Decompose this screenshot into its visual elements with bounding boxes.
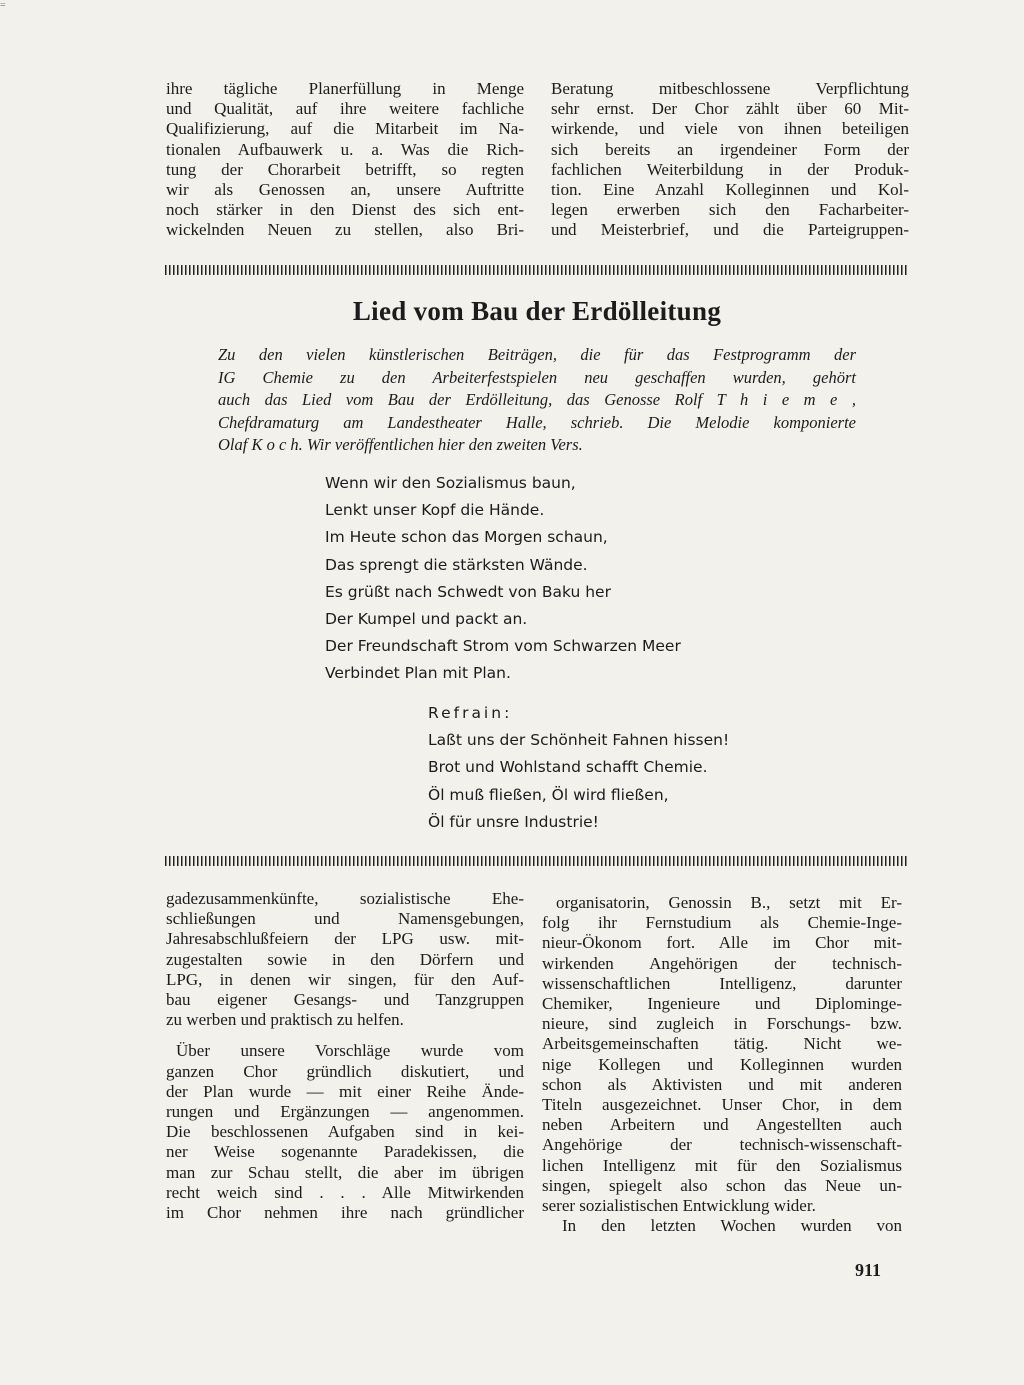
text-line: Jahresabschlußfeiern der LPG usw. mit- [166, 929, 524, 949]
verse-line: Verbindet Plan mit Plan. [325, 664, 511, 683]
text-line: sich bereits an irgendeiner Form der [551, 139, 909, 159]
song-verse [325, 470, 681, 688]
intro-paragraph [218, 344, 856, 457]
song-refrain [428, 700, 729, 836]
top-right-column [551, 79, 909, 241]
text-line: zu werben und praktisch zu helfen. [166, 1010, 404, 1030]
refrain-line: Öl muß fließen, Öl wird fließen, [428, 785, 669, 804]
divider-bottom [165, 856, 907, 866]
article-title: Lied vom Bau der Erdölleitung [352, 296, 722, 326]
text-line: man zur Schau stellt, die aber im übrigen [166, 1162, 524, 1182]
page-number: 911 [855, 1260, 882, 1280]
text-line: ganzen Chor gründlich diskutiert, und [166, 1061, 524, 1081]
text-line: zugestalten sowie in den Dörfern und [166, 949, 524, 969]
text-line: wissenschaftlichen Intelligenz, darunter [542, 973, 902, 993]
text-line: rungen und Ergänzungen — angenommen. [166, 1102, 524, 1122]
text-line: recht weich sind . . . Alle Mitwirkenden [166, 1182, 524, 1202]
bottom-right-column [542, 893, 902, 1236]
text-line: Titeln ausgezeichnet. Unser Chor, in dem [542, 1095, 902, 1115]
divider-top [165, 265, 907, 275]
text-line: fachlichen Weiterbildung in der Produk- [551, 159, 909, 179]
text-line: nieur-Ökonom fort. Alle im Chor mit- [542, 933, 902, 953]
text-line: sehr ernst. Der Chor zählt über 60 Mit- [551, 99, 909, 119]
verse-line: Der Freundschaft Strom vom Schwarzen Meer [325, 637, 681, 656]
text-line: tion. Eine Anzahl Kolleginnen und Kol- [551, 180, 909, 200]
text-line: gadezusammenkünfte, sozialistische Ehe- [166, 889, 524, 908]
verse-line: Lenkt unser Kopf die Hände. [325, 501, 545, 520]
bottom-left-column [166, 889, 524, 1223]
refrain-label: Refrain: [428, 704, 513, 722]
text-line: Chemiker, Ingenieure und Diplominge- [542, 994, 902, 1014]
text-line: Qualifizierung, auf die Mitarbeit im Na- [166, 119, 524, 139]
verse-line: Wenn wir den Sozialismus baun, [325, 474, 576, 492]
text-line: schließungen und Namensgebungen, [166, 909, 524, 929]
text-line: Arbeitsgemeinschaften tätig. Nicht we- [542, 1034, 902, 1054]
intro-line: Zu den vielen künstlerischen Beiträgen, die für das Festprogramm der [218, 345, 856, 364]
refrain-line: Brot und Wohlstand schafft Chemie. [428, 758, 708, 777]
intro-line: IG Chemie zu den Arbeiterfestspielen neu geschaffen wurden, gehört [218, 367, 856, 387]
text-line: im Chor nehmen ihre nach gründlicher [166, 1203, 524, 1223]
text-line: der Plan wurde — mit einer Reihe Ände- [166, 1081, 524, 1101]
text-line: serer sozialistischen Entwicklung wider. [542, 1196, 816, 1216]
text-line: ner Weise sogenannte Paradekissen, die [166, 1142, 524, 1162]
text-line: lichen Intelligenz mit für den Sozialismus [542, 1155, 902, 1175]
text-line: Beratung mitbeschlossene Verpflichtung [551, 79, 909, 98]
intro-line: Olaf K o c h. Wir veröffentlichen hier den zweiten Vers. [218, 435, 583, 454]
text-line: wickelnden Neuen zu stellen, also Bri- [166, 220, 524, 240]
text-line: organisatorin, Genossin B., setzt mit Er- [556, 893, 902, 912]
text-line: noch stärker in den Dienst des sich ent- [166, 200, 524, 220]
text-line: nige Kollegen und Kolleginnen wurden [542, 1054, 902, 1074]
text-line: tionalen Aufbauwerk u. a. Was die Rich- [166, 139, 524, 159]
verse-line: Es grüßt nach Schwedt von Baku her [325, 582, 611, 601]
top-left-column [166, 79, 524, 241]
verse-line: Der Kumpel und packt an. [325, 610, 528, 629]
text-line: und Qualität, auf ihre weitere fachliche [166, 99, 524, 119]
text-line: und Meisterbrief, und die Parteigruppen- [551, 220, 909, 240]
text-line: wirkende, und viele von ihnen beteiligen [551, 119, 909, 139]
text-line: ihre tägliche Planerfüllung in Menge [166, 79, 524, 98]
text-line: wir als Genossen an, unsere Auftritte [166, 180, 524, 200]
text-line: nieure, sind zugleich in Forschungs- bzw. [542, 1014, 902, 1034]
text-line: tung der Chorarbeit betrifft, so regten [166, 159, 524, 179]
intro-line: Chefdramaturg am Landestheater Halle, schrieb. Die Melodie komponierte [218, 412, 856, 432]
text-line: bau eigener Gesangs- und Tanzgruppen [166, 990, 524, 1010]
text-line: LPG, in denen wir singen, für den Auf- [166, 969, 524, 989]
text-line: schon als Aktivisten und mit anderen [542, 1074, 902, 1094]
text-line: wirkenden Angehörigen der technisch- [542, 953, 902, 973]
text-line: Die beschlossenen Aufgaben sind in kei- [166, 1122, 524, 1142]
text-line: neben Arbeitern und Angestellten auch [542, 1115, 902, 1135]
text-line: singen, spiegelt also schon das Neue un- [542, 1175, 902, 1195]
text-line: Angehörige der technisch-wissenschaft- [542, 1135, 902, 1155]
refrain-line: Laßt uns der Schönheit Fahnen hissen! [428, 731, 730, 750]
text-line: Über unsere Vorschläge wurde vom [176, 1041, 524, 1061]
text-line: folg ihr Fernstudium als Chemie-Inge- [542, 913, 902, 933]
verse-line: Das sprengt die stärksten Wände. [325, 555, 588, 574]
text-line: In den letzten Wochen wurden von [562, 1216, 902, 1236]
intro-line: auch das Lied vom Bau der Erdölleitung, das Genosse Rolf T h i e m e , [218, 390, 856, 409]
corner-mark: = [0, 0, 6, 11]
verse-line: Im Heute schon das Morgen schaun, [325, 528, 608, 547]
refrain-line: Öl für unsre Industrie! [428, 812, 599, 831]
text-line: legen erwerben sich den Facharbeiter- [551, 200, 909, 220]
